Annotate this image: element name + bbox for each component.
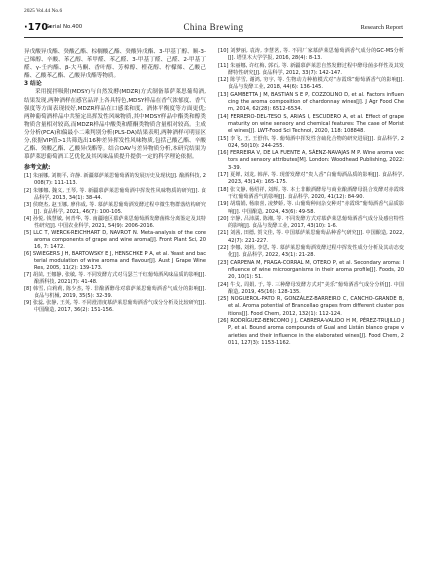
reference-item: [2] 朱娜娜, 魏义, 王琴, 等. 新疆慕萨莱思葡萄酒中挥发性风味物质的研究[J]. 食品科学, 2013, 34(1): 38-44.: [24, 187, 206, 201]
body-paragraph: 采用搅拌吸附(MDSY)与自然发酵(MDZR)方式制备慕萨莱思葡萄酒,结果发现,两种酒样在感官品评上各具特色,MDSY样品在香气浓郁度、香气强度等方面表现较好,MDZR样品在口感柔和度、酒体平衡度等方面更优;两种葡萄酒样品中共鉴定出挥发性风味物质,其中MDSY样品中酯类和醇类物质含量相对较高,而MDZR样品中酸类和醛酮类物质含量相对较高。主成分分析(PCA)和偏最小二乘判别分析(PLS-DA)结果表明,两种酒样可明显区分,依据VIP值>1共筛选出16种差异挥发性风味物质,包括己酸乙酯、辛酸乙酯、癸酸乙酯、乙酸异戊酯等。结合OAV与差异物质分析,本研究结果为慕萨莱思葡萄酒工艺优化及其风味品质提升提供一定的科学理论依据。: [24, 89, 206, 161]
volume-info: 2025 Vol.44 No.6: [24, 8, 63, 14]
reference-item: [13] GAMBETTA J M, BASTIAN S E P, COZZOLINO D, et al. Factors influencing the aroma composition of chardonnay wines[J]. J Agr Food Chem, 2014, 62(28): 6512-6534.: [218, 91, 404, 113]
reference-list: [24, 173, 206, 314]
references-heading: 参考文献:: [24, 164, 51, 172]
section-label: Research Report: [360, 24, 403, 31]
reference-item: [12] 陈学雪, 谢鸿, 穷宇, 等. 生物动力种植模式对“赤霞珠”葡萄酒香气的影响[J]. 食品与发酵工业, 2018, 44(6): 136-145.: [218, 77, 404, 91]
reference-item: [23] CARPENA M, FRAGA-CORRAL M, OTERO P, et al. Secondary aroma: Influence of wine microorganisms in their aroma profile[J]. Foods, 2020, 10(1): 51.: [218, 259, 404, 281]
reference-item: [5] LLC T, WERCK-REICHHART D, NAVROT N. Meta-analysis of the core aroma components of grape and wine aroma[J]. Front Plant Sci, 2016, 7: 1472.: [24, 229, 206, 250]
reference-item: [24] 牛戈, 周娟, 于, 等. 三种酵母发酵方式对“美乐”葡萄酒香气成分分析[J]. 中国酿造, 2019, 45(16): 128-135.: [218, 281, 404, 295]
right-column: [218, 48, 404, 347]
reference-item: [8] 韩雪, 白莉莉, 陈少杰, 等. 非酿酒酵母对慕萨莱思葡萄酒香气成分的影响[J]. 食品与机械, 2019, 35(5): 32-39.: [24, 286, 206, 300]
reference-item: [10] 刘梦丽, 袁涛, 李慧茗, 等. 不同厂家慕萨莱思葡萄酒香气成分的GC-MS分析[J]. 塔里木大学学报, 2016, 28(4): 8-13.: [218, 48, 404, 62]
reference-item: [7] 胡苗, 王娜静, 张敏, 等. 不同发酵方式对马瑟兰干红葡萄酒风味品质的影响[J]. 酿酒科技, 2021(7): 41-48.: [24, 272, 206, 286]
reference-item: [14] FERRERO-DEL-TESO S, ARIAS I, ESCUDERO A, et al. Effect of grape maturity on wine sensory and chemical features: The case of Moristel wines[J]. LWT-Food Sci Technol, 2020, 118: 108848.: [218, 113, 404, 135]
reference-item: [22] 李娜, 刘莉, 李思, 等. 慕萨莱思葡萄酒发酵过程中挥发性成分分析及其动态变化[J]. 食品科学, 2022, 43(1): 21-28.: [218, 245, 404, 259]
reference-item: [19] 胡瑞娟, 杨康喜, 凌梦娇, 等. 山葡萄种间杂交种对“赤霞珠”葡萄酒香气品质影响[J]. 中国酿造, 2024, 43(6): 49-58.: [218, 201, 404, 215]
reference-item: [11] 朱丽娜, 许红梅, 郭石, 等. 新疆慕萨莱思自然发酵过程中酵母菌多样性及其发酵特性研究[J]. 食品科学, 2012, 33(7): 142-147.: [218, 62, 404, 76]
page-number: ·170·: [24, 22, 53, 33]
reference-item: [21] 刘茜, 田德, 贺文佳, 等. 中国慕萨莱思葡萄品种香气研究[J]. 中国酿造, 2022, 42(7): 221-227.: [218, 230, 404, 244]
reference-item: [4] 孙悦, 钱慧敏, 何青华, 等. 南疆地区慕萨莱思葡萄酒发酵菌株分离鉴定及其特性研究[J]. 中国农业科学, 2021, 54(9): 2006-2016.: [24, 215, 206, 229]
reference-list-continued: [218, 48, 404, 347]
reference-item: [17] 夏婵, 刘龙, 韩萍, 等. 现蕾发酵对“贵人香”白葡萄酒品质的影响[J]. 食品科学, 2023, 43(14): 165-175.: [218, 172, 404, 186]
reference-item: [15] 李飞, 王, 王舒伟, 等. 葡萄酒中挥发性含硫化合物的研究进展[J]. 食品科学, 2024, 50(10): 244-255.: [218, 135, 404, 149]
page-header: [24, 8, 403, 40]
section-heading-conclusion: 3 结论: [24, 81, 42, 88]
reference-item: [26] RODRÍGUEZ-BENCOMO J J, CABRERA-VALIDO H M, PÉREZ-TRUJILLO J P, et al. Bound aroma compounds of Gual and Listán blanco grape varieties and their influence in the elaborated wines[J]. Food Chem, 2011, 127(3): 1153-1162.: [218, 317, 404, 346]
header-rule: [24, 37, 403, 38]
reference-item: [25] NOGUEROL-PATO R, GONZÁLEZ-BARREIRO C, CANCHO-GRANDE B, et al. Aroma potential of Brancellao grapes from different cluster positions[J]. Food Chem, 2012, 132(1): 112-124.: [218, 296, 404, 317]
header-left-block: [24, 8, 62, 15]
reference-item: [16] FERREIRA V, DE LA FUENTE A, SÁENZ-NAVAJAS M P. Wine aroma vectors and sensory attributes[M]. London: Woodhead Publishing, 2022: 3-39.: [218, 150, 404, 171]
reference-item: [20] 辛静, 吕沛濡, 陈湘, 等. 不同发酵方式对慕萨莱思葡萄酒香气成分及感官特性的影响[J]. 食品与发酵工业, 2017, 43(10): 1-6.: [218, 215, 404, 230]
reference-item: [3] 侯晓杰, 赵玉娜, 廖伟成, 等. 慕萨莱思葡萄酒发酵过程中微生物群落结构研究[J]. 食品科学, 2021, 46(7): 100-105.: [24, 201, 206, 215]
journal-title: China Brewing: [183, 22, 244, 32]
left-column: [24, 48, 206, 314]
serial-info: Serial No.400: [46, 24, 83, 30]
reference-item: [18] 张文静, 杨绍祥, 刘辉, 等. 本土非酿酒酵母与商业酿酒酵母混合发酵对赤霞珠干红葡萄酒香气的影响[J]. 食品科学, 2020, 41(12): 84-90.: [218, 186, 404, 200]
reference-item: [1] 朱丽娜, 刘朝平, 许静. 新疆慕萨莱思葡萄酒的发展历史及现状[J]. 酿酒科技, 2008(7): 111-113.: [24, 173, 206, 187]
reference-item: [6] SWIEGERS J H, BARTOWSKY E J, HENSCHKE P A, et al. Yeast and bacterial modulation of wine aroma and flavour[J]. Aust J Grape Wine Res, 2005, 11(2): 139-173.: [24, 250, 206, 272]
body-paragraph: 异戊酸异戊酯、癸酸乙酯、棕榈酸乙酯、癸酸异戊酯、3-甲基丁醇、顺-3-己烯醇、辛酸、苯乙醇、苯甲醛、苯乙醛、3-甲基丁醛、己醛、2-甲基丁醛、γ-壬内酯、β-大马酮、香叶醇、芳樟醇、橙花醇、柠檬烯、乙酸己酯、乙酸苯乙酯、乙酸异戊酯等物质。: [24, 49, 206, 80]
reference-item: [9] 张蕊, 张静, 王英, 等. 不同澄清度慕萨莱思葡萄酒香气成分分析及比较研究[J]. 中国酿造, 2017, 36(2): 151-156.: [24, 300, 206, 314]
